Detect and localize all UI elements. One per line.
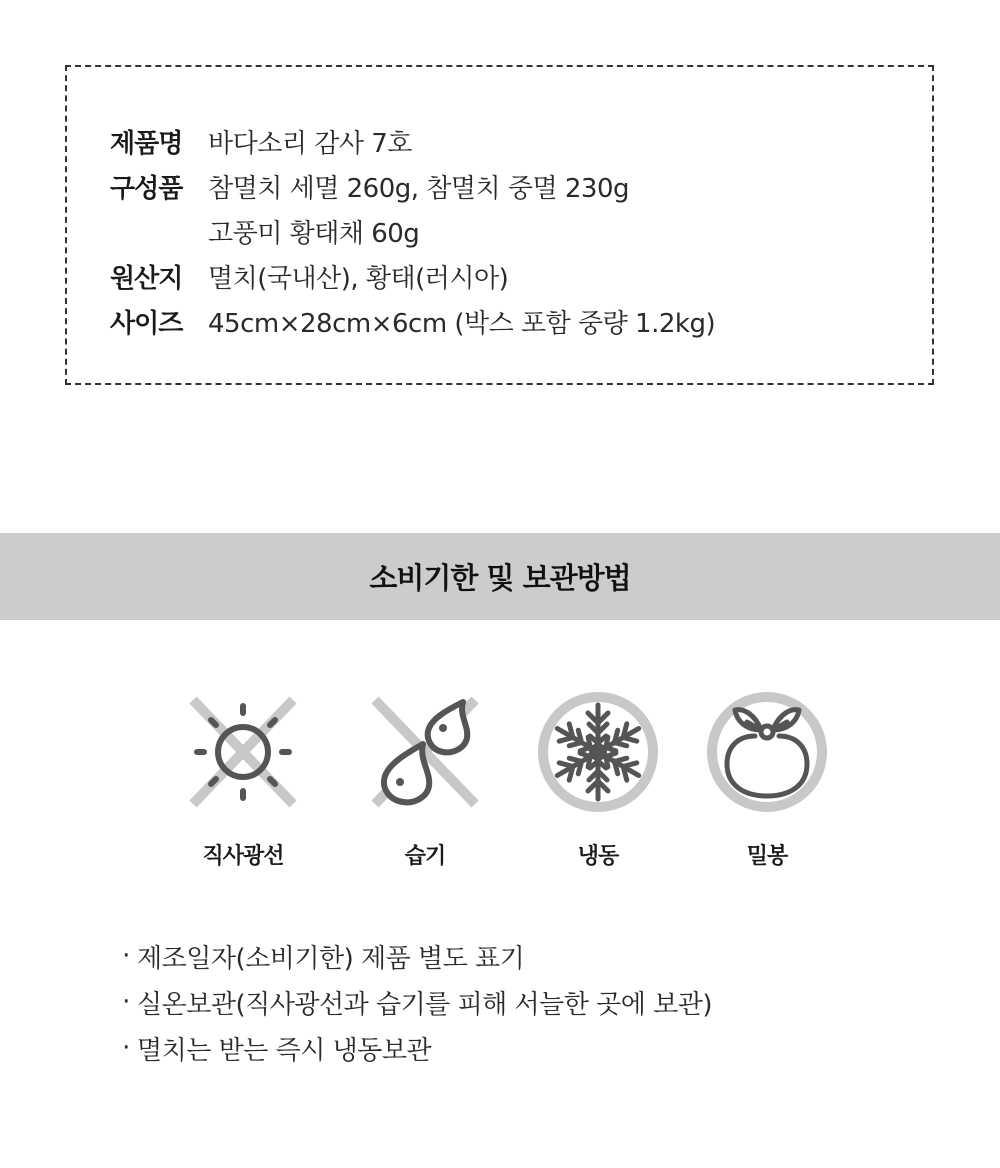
- info-label: 제품명: [110, 129, 183, 159]
- info-label: 구성품: [110, 174, 183, 204]
- snowflake-icon: [528, 692, 668, 812]
- info-value: 참멸치 세멸 260g, 참멸치 중멸 230g: [208, 174, 630, 204]
- note-item: [115, 933, 712, 979]
- sealed-bag-icon: [697, 692, 837, 812]
- section-title: 소비기한 및 보관방법: [369, 561, 631, 595]
- note-text: 제조일자(소비기한) 제품 별도 표기: [137, 943, 525, 974]
- sun-crossed-icon: [173, 692, 313, 812]
- info-value: 45cm×28cm×6cm (박스 포함 중량 1.2kg): [208, 309, 716, 339]
- icon-label: 직사광선: [202, 844, 284, 869]
- info-label: 원산지: [110, 264, 183, 294]
- info-value: 멸치(국내산), 황태(러시아): [208, 264, 509, 294]
- info-value: 바다소리 감사 7호: [208, 129, 412, 159]
- storage-item-freeze: [528, 692, 668, 870]
- storage-section-header: [0, 533, 1000, 620]
- icon-label: 습기: [404, 844, 446, 869]
- storage-item-sealed: [697, 692, 837, 870]
- droplets-crossed-icon: [355, 692, 495, 812]
- note-item: [115, 1025, 712, 1071]
- icon-label: 밀봉: [746, 844, 788, 869]
- info-label: 사이즈: [110, 309, 183, 339]
- info-row-components-cont: [110, 209, 715, 254]
- icon-label: 냉동: [577, 844, 619, 869]
- note-text: 멸치는 받는 즉시 냉동보관: [137, 1035, 432, 1066]
- product-info-list: [110, 119, 715, 344]
- info-row-origin: [110, 254, 715, 299]
- storage-item-sunlight: [173, 692, 313, 870]
- info-row-components: [110, 164, 715, 209]
- note-text: 실온보관(직사광선과 습기를 피해 서늘한 곳에 보관): [137, 989, 713, 1020]
- storage-item-moisture: [355, 692, 495, 870]
- product-info-box: [65, 65, 934, 385]
- note-item: [115, 979, 712, 1025]
- bullet: ·: [122, 1033, 130, 1063]
- bullet: ·: [122, 987, 130, 1017]
- info-value: 고풍미 황태채 60g: [208, 219, 420, 249]
- storage-notes: [115, 933, 712, 1071]
- info-row-product-name: [110, 119, 715, 164]
- bullet: ·: [122, 941, 130, 971]
- info-row-size: [110, 299, 715, 344]
